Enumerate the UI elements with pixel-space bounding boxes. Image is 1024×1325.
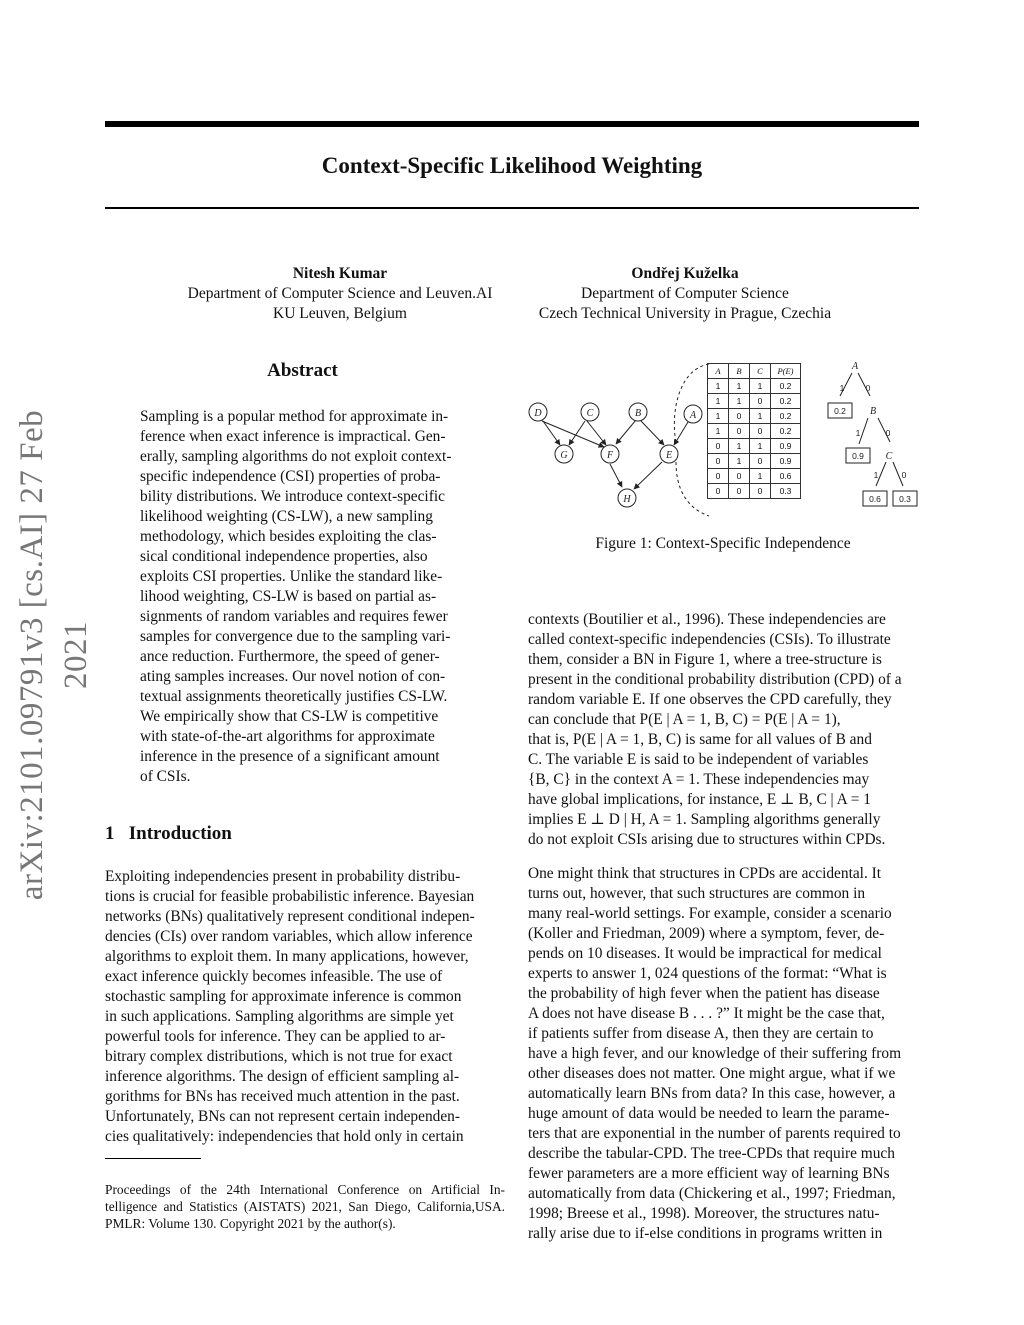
author-affiliation: Department of Computer Science and Leuven.AI — [187, 285, 493, 302]
text-line: A does not have disease B . . . ?” It might be the case that, — [528, 1005, 885, 1022]
text-line: samples for convergence due to the sampling vari- — [140, 628, 451, 645]
node-label: A — [689, 410, 697, 421]
tree-leaf-value: 0.6 — [869, 494, 881, 504]
text-line: the probability of high fever when the patient has disease — [528, 985, 880, 1002]
text-line: ating samples increases. Our novel notion of con- — [140, 668, 446, 685]
text-line: networks (BNs) qualitatively represent conditional indepen- — [105, 908, 475, 925]
cpd-cell: 0.3 — [771, 484, 801, 499]
text-line: gorithms for BNs has received much attention in the past. — [105, 1088, 460, 1105]
text-line: if patients suffer from disease A, then they are certain to — [528, 1025, 874, 1042]
text-line: {B, C} in the context A = 1. These independencies may — [528, 771, 870, 788]
cpd-row — [708, 424, 801, 439]
text-line: Exploiting independencies present in probability distribu- — [105, 868, 461, 885]
text-line: We empirically show that CS-LW is competitive — [140, 708, 439, 725]
text-line: pends on 10 diseases. It would be impractical for medical — [528, 945, 882, 962]
text-line: inference in the presence of a significant amount — [140, 748, 440, 765]
cpd-header: B — [729, 364, 750, 379]
author-block-2 — [515, 264, 855, 324]
cpd-cell: 0.9 — [771, 454, 801, 469]
text-line: of CSIs. — [140, 768, 191, 785]
tree-edge-label: 0 — [901, 470, 907, 480]
cpd-header: C — [750, 364, 771, 379]
cpd-cell: 1 — [750, 409, 771, 424]
abstract-heading: Abstract — [267, 360, 338, 381]
cpd-row — [708, 394, 801, 409]
author-name: Nitesh Kumar — [292, 265, 388, 282]
tree-leaf-value: 0.9 — [852, 451, 864, 461]
text-line: with state-of-the-art algorithms for approximate — [140, 728, 435, 745]
node-label: G — [560, 450, 568, 461]
cpd-cell: 0 — [750, 424, 771, 439]
text-line: likelihood weighting (CS-LW), a new sampling — [140, 508, 433, 525]
cpd-cell: 1 — [729, 454, 750, 469]
figure-caption: Figure 1: Context-Specific Independence — [595, 535, 851, 552]
cpd-table — [707, 363, 801, 499]
cpd-cell: 1 — [750, 439, 771, 454]
cpd-cell: 0 — [729, 409, 750, 424]
text-line: lihood weighting, CS-LW is based on partial as- — [140, 588, 437, 605]
right-paragraph-1 — [528, 610, 919, 850]
text-line: turns out, however, that such structures are common in — [528, 885, 866, 902]
cpd-cell: 0 — [708, 484, 729, 499]
cpd-cell: 0.2 — [771, 409, 801, 424]
text-line: methodology, which besides exploiting the clas- — [140, 528, 437, 545]
text-line: USA. PMLR: Volume 130. Copyright 2021 by the author(s). — [105, 1199, 505, 1231]
text-line: C. The variable E is said to be independent of variables — [528, 751, 869, 768]
text-line: many real-world settings. For example, consider a scenario — [528, 905, 892, 922]
arxiv-identifier: arXiv:2101.09791v3 [cs.AI] 27 Feb 2021 — [14, 409, 94, 901]
tree-leaf-value: 0.2 — [834, 406, 846, 416]
right-paragraph-2 — [528, 864, 919, 1244]
text-line: Sampling is a popular method for approximate in- — [140, 408, 449, 425]
text-line: algorithms to exploit them. In many applications, however, — [105, 948, 469, 965]
cpd-cell: 1 — [729, 394, 750, 409]
text-line: Unfortunately, BNs can not represent certain independen- — [105, 1108, 460, 1125]
text-line: Proceedings of the 24th International Conference on Artificial In- — [105, 1182, 505, 1197]
text-line: them, consider a BN in Figure 1, where a tree-structure is — [528, 651, 882, 668]
node-label: C — [586, 408, 594, 419]
text-line: sical conditional independence properties, also — [140, 548, 428, 565]
text-line: One might think that structures in CPDs are accidental. It — [528, 865, 882, 882]
tree-node-label: C — [885, 451, 893, 462]
paper-title: Context-Specific Likelihood Weighting — [321, 153, 703, 178]
right-column — [528, 610, 919, 1258]
cpd-row — [708, 484, 801, 499]
cpd-cell: 0.9 — [771, 439, 801, 454]
cpd-header: P(E) — [771, 364, 801, 379]
tree-edge-label: 0 — [865, 383, 871, 393]
cpd-row — [708, 469, 801, 484]
text-line: erally, sampling algorithms do not exploit context- — [140, 448, 452, 465]
author-affiliation: Department of Computer Science — [581, 285, 789, 302]
cpd-cell: 0 — [729, 469, 750, 484]
footnote — [105, 1181, 505, 1232]
cpd-cell: 0 — [708, 454, 729, 469]
cpd-cell: 0.2 — [771, 379, 801, 394]
cpd-cell: 0 — [729, 424, 750, 439]
text-line: 1998; Breese et al., 1998). Moreover, the structures natu- — [528, 1205, 880, 1222]
cpd-cell: 0 — [708, 469, 729, 484]
text-line: random variable E. If one observes the CPD carefully, they — [528, 691, 892, 708]
text-line: inference algorithms. The design of efficient sampling al- — [105, 1068, 460, 1085]
text-line: fewer parameters are a more efficient way of learning BNs — [528, 1165, 890, 1182]
text-line: implies E ⊥ D | H, A = 1. Sampling algorithms generally — [528, 811, 881, 828]
cpd-cell: 0 — [729, 484, 750, 499]
cpd-row — [708, 454, 801, 469]
cpd-cell: 1 — [708, 424, 729, 439]
text-line: huge amount of data would be needed to learn the parame- — [528, 1105, 890, 1122]
text-line: ference when exact inference is impractical. Gen- — [140, 428, 446, 445]
section-number: 1 — [105, 823, 115, 844]
tree-edge-label: 1 — [855, 428, 861, 438]
abstract-body — [140, 407, 465, 787]
intro-body — [105, 867, 498, 1147]
author-name: Ondřej Kuželka — [631, 265, 739, 282]
text-line: present in the conditional probability distribution (CPD) of a — [528, 671, 902, 688]
title-top-rule — [105, 121, 919, 127]
text-line: do not exploit CSIs arising due to structures within CPDs. — [528, 831, 886, 848]
text-line: in such applications. Sampling algorithms are simple yet — [105, 1008, 454, 1025]
text-line: textual assignments theoretically justifies CS-LW. — [140, 688, 448, 705]
cpd-cell: 0.2 — [771, 394, 801, 409]
text-line: automatically learn BNs from data? In this case, however, a — [528, 1085, 896, 1102]
text-line: have global implications, for instance, E ⊥ B, C | A = 1 — [528, 791, 871, 808]
text-line: specific independence (CSI) properties of proba- — [140, 468, 441, 485]
cpd-cell: 1 — [750, 379, 771, 394]
title-bottom-rule — [105, 207, 919, 209]
cpd-row — [708, 379, 801, 394]
text-line: have a high fever, and our knowledge of their suffering from — [528, 1045, 902, 1062]
text-line: exact inference quickly becomes infeasible. The use of — [105, 968, 443, 985]
text-line: describe the tabular-CPD. The tree-CPDs that require much — [528, 1145, 895, 1162]
section-title: Introduction — [128, 823, 232, 844]
author-affiliation: Czech Technical University in Prague, Czechia — [538, 305, 832, 322]
author-affiliation: KU Leuven, Belgium — [273, 305, 407, 322]
cpd-cell: 0 — [750, 484, 771, 499]
cpd-header: A — [708, 364, 729, 379]
text-line: bitrary complex distributions, which is not true for exact — [105, 1048, 453, 1065]
text-line: (Koller and Friedman, 2009) where a symptom, fever, de- — [528, 925, 885, 942]
tree-node-label: B — [869, 406, 877, 417]
footnote-rule — [105, 1158, 201, 1159]
text-line: other diseases does not matter. One might argue, what if we — [528, 1065, 896, 1082]
text-line: telligence and Statistics (AISTATS) 2021, San Diego, California, — [105, 1199, 475, 1214]
tree-edge-label: 1 — [873, 470, 879, 480]
text-line: called context-specific independencies (CSIs). To illustrate — [528, 631, 891, 648]
tree-edge-label: 1 — [839, 383, 845, 393]
text-line: dencies (CIs) over random variables, which allow inference — [105, 928, 473, 945]
cpd-row — [708, 409, 801, 424]
tree-leaf-value: 0.3 — [899, 494, 911, 504]
text-line: stochastic sampling for approximate inference is common — [105, 988, 462, 1005]
text-line: experts to answer 1, 024 questions of the format: “What is — [528, 965, 887, 982]
text-line: rally arise due to if-else conditions in programs written in — [528, 1225, 883, 1242]
node-label: D — [534, 408, 542, 419]
node-label: E — [665, 450, 673, 461]
text-line: signments of random variables and requires fewer — [140, 608, 448, 625]
node-label: B — [634, 408, 642, 419]
author-block-1 — [140, 264, 540, 324]
tree-node-label: A — [851, 361, 859, 372]
node-label: H — [623, 494, 631, 505]
text-line: cies qualitatively: independencies that hold only in certain — [105, 1128, 464, 1145]
text-line: exploits CSI properties. Unlike the standard like- — [140, 568, 443, 585]
text-line: can conclude that P(E | A = 1, B, C) = P(E | A = 1), — [528, 711, 841, 728]
cpd-cell: 0.6 — [771, 469, 801, 484]
cpd-cell: 1 — [729, 379, 750, 394]
text-line: ance reduction. Furthermore, the speed of gener- — [140, 648, 440, 665]
section-heading — [105, 823, 232, 845]
cpd-cell: 1 — [729, 439, 750, 454]
text-line: ters that are exponential in the number of parents required to — [528, 1125, 901, 1142]
tree-edge-label: 0 — [885, 428, 891, 438]
text-line: that is, P(E | A = 1, B, C) is same for all values of B and — [528, 731, 872, 748]
cpd-cell: 0 — [750, 394, 771, 409]
cpd-cell: 1 — [708, 394, 729, 409]
text-line: tions is crucial for feasible probabilistic inference. Bayesian — [105, 888, 475, 905]
cpd-cell: 1 — [750, 469, 771, 484]
cpd-cell: 0.2 — [771, 424, 801, 439]
text-line: automatically from data (Chickering et al., 1997; Friedman, — [528, 1185, 896, 1202]
node-label: F — [606, 450, 614, 461]
figure-1 — [526, 358, 926, 528]
cpd-cell: 0 — [750, 454, 771, 469]
cpd-cell: 1 — [708, 409, 729, 424]
text-line: powerful tools for inference. They can be applied to ar- — [105, 1028, 446, 1045]
text-line: bility distributions. We introduce context-specific — [140, 488, 445, 505]
cpd-cell: 1 — [708, 379, 729, 394]
text-line: contexts (Boutilier et al., 1996). These independencies are — [528, 611, 886, 628]
cpd-row — [708, 439, 801, 454]
cpd-cell: 0 — [708, 439, 729, 454]
